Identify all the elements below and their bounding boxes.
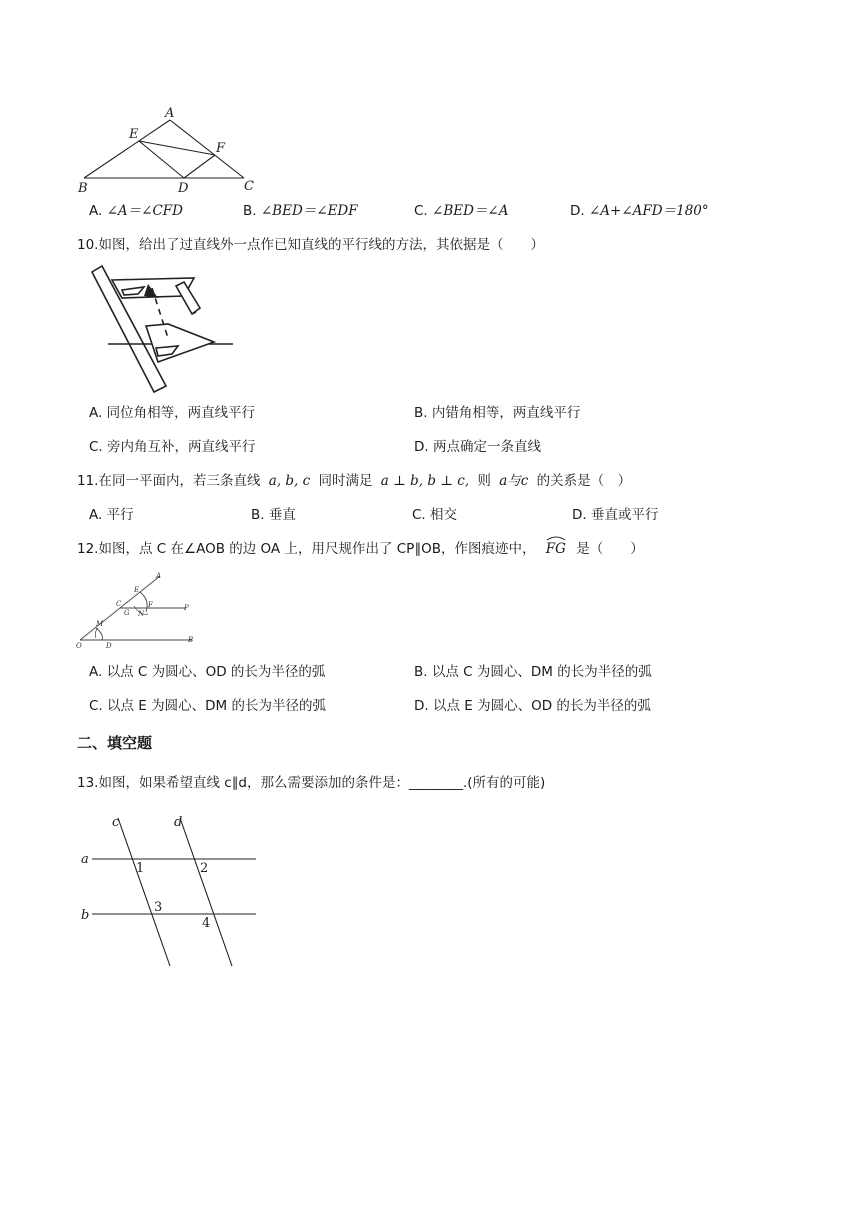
q11-stem xyxy=(77,472,631,490)
q11-stem-cond: a ⊥ b, b ⊥ c, xyxy=(380,473,470,489)
option-text: ∠BED＝∠EDF xyxy=(260,203,358,219)
line-label-d: d xyxy=(174,815,183,830)
label-b: B xyxy=(188,636,194,644)
label-p: P xyxy=(184,604,189,612)
line-label-a: a xyxy=(81,852,89,867)
point-label-f: F xyxy=(216,141,226,156)
option-text: 内错角相等，两直线平行 xyxy=(431,405,581,421)
q13-parallel-lines-figure xyxy=(78,812,262,972)
label-g: G xyxy=(124,609,130,617)
section-title: 二、填空题 xyxy=(77,734,153,752)
option-key: C. xyxy=(89,698,103,714)
q11-stem-prefix: 11.在同一平面内，若三条直线 xyxy=(77,473,261,489)
q11-option-a[interactable] xyxy=(89,506,134,524)
label-f: F xyxy=(148,601,153,609)
q9-option-d[interactable] xyxy=(570,202,709,220)
q11-stem-vars: a, b, c xyxy=(268,473,311,489)
option-text: 垂直 xyxy=(268,507,296,523)
q12-arc-notation xyxy=(546,540,566,558)
label-c: C xyxy=(116,600,122,608)
q11-stem-relation: a与c xyxy=(499,473,529,489)
point-label-d: D xyxy=(178,181,189,196)
option-text: 旁内角互补，两直线平行 xyxy=(107,439,256,455)
q11-option-d[interactable] xyxy=(572,506,658,524)
option-text: 两点确定一条直线 xyxy=(432,439,541,455)
q9-triangle-figure xyxy=(74,104,264,196)
point-label-a: A xyxy=(165,106,175,121)
q10-option-c[interactable] xyxy=(89,438,256,456)
angle-label-3: 3 xyxy=(154,900,163,915)
option-key: D. xyxy=(570,203,585,219)
option-key: C. xyxy=(414,203,428,219)
option-text: ∠A＝∠CFD xyxy=(106,203,183,219)
option-text: 垂直或平行 xyxy=(590,507,659,523)
q10-stem: 10.如图，给出了过直线外一点作已知直线的平行线的方法，其依据是（ ） xyxy=(77,237,544,253)
q11-option-c[interactable] xyxy=(412,506,457,524)
line-label-b: b xyxy=(81,908,90,923)
option-text: 以点 C 为圆心、DM 的长为半径的弧 xyxy=(431,664,652,680)
option-text: 平行 xyxy=(106,507,134,523)
option-key: A. xyxy=(89,664,103,680)
q12-option-b[interactable] xyxy=(414,663,652,681)
q11-option-b[interactable] xyxy=(251,506,296,524)
label-n: N xyxy=(138,610,145,618)
arc-label: FG xyxy=(545,541,566,557)
option-key: C. xyxy=(412,507,426,523)
option-text: 同位角相等，两直线平行 xyxy=(106,405,256,421)
q12-option-d[interactable] xyxy=(414,697,651,715)
option-text: 相交 xyxy=(430,507,458,523)
q12-construction-figure xyxy=(74,572,198,652)
arc-mark-icon xyxy=(546,535,566,541)
option-text: ∠BED＝∠A xyxy=(432,203,509,219)
option-key: B. xyxy=(251,507,265,523)
q12-stem xyxy=(77,540,644,558)
q12-option-a[interactable] xyxy=(89,663,325,681)
q12-stem-prefix: 12.如图，点 C 在∠AOB 的边 OA 上，用尺规作出了 CP∥OB，作图痕迹中， xyxy=(77,541,536,557)
q11-stem-then: 则 xyxy=(477,473,491,489)
q10-option-d[interactable] xyxy=(414,438,541,456)
option-key: D. xyxy=(572,507,587,523)
label-d: D xyxy=(106,642,112,650)
label-m: M xyxy=(96,620,104,628)
q12-option-c[interactable] xyxy=(89,697,326,715)
label-a: A xyxy=(156,572,162,580)
point-label-e: E xyxy=(129,127,139,142)
option-key: C. xyxy=(89,439,103,455)
option-key: D. xyxy=(414,439,429,455)
q9-option-a[interactable] xyxy=(89,202,183,220)
q12-stem-suffix: 是（ ） xyxy=(576,541,644,557)
option-text: 以点 E 为圆心、DM 的长为半径的弧 xyxy=(107,698,326,714)
point-label-b: B xyxy=(78,181,88,196)
q10-option-b[interactable] xyxy=(414,404,580,422)
q10-set-square-figure xyxy=(88,262,238,394)
option-key: D. xyxy=(414,698,429,714)
q11-stem-mid: 同时满足 xyxy=(318,473,373,489)
angle-label-2: 2 xyxy=(200,861,209,876)
q11-stem-suffix: 的关系是（ ） xyxy=(536,473,632,489)
angle-label-4: 4 xyxy=(202,916,211,931)
label-o: O xyxy=(76,642,82,650)
line-label-c: c xyxy=(112,815,120,830)
point-label-c: C xyxy=(244,179,254,194)
option-text: 以点 E 为圆心、OD 的长为半径的弧 xyxy=(432,698,651,714)
option-key: B. xyxy=(414,664,428,680)
option-key: A. xyxy=(89,405,103,421)
q9-option-b[interactable] xyxy=(243,202,358,220)
label-e: E xyxy=(134,586,140,594)
q13-stem: 13.如图，如果希望直线 c∥d，那么需要添加的条件是：________.(所有的可能) xyxy=(77,775,546,791)
angle-label-1: 1 xyxy=(136,861,145,876)
q10-option-a[interactable] xyxy=(89,404,255,422)
option-text: ∠A+∠AFD＝180° xyxy=(588,203,709,219)
q9-option-c[interactable] xyxy=(414,202,509,220)
option-text: 以点 C 为圆心、OD 的长为半径的弧 xyxy=(106,664,326,680)
option-key: B. xyxy=(243,203,257,219)
option-key: A. xyxy=(89,507,103,523)
option-key: A. xyxy=(89,203,103,219)
option-key: B. xyxy=(414,405,428,421)
